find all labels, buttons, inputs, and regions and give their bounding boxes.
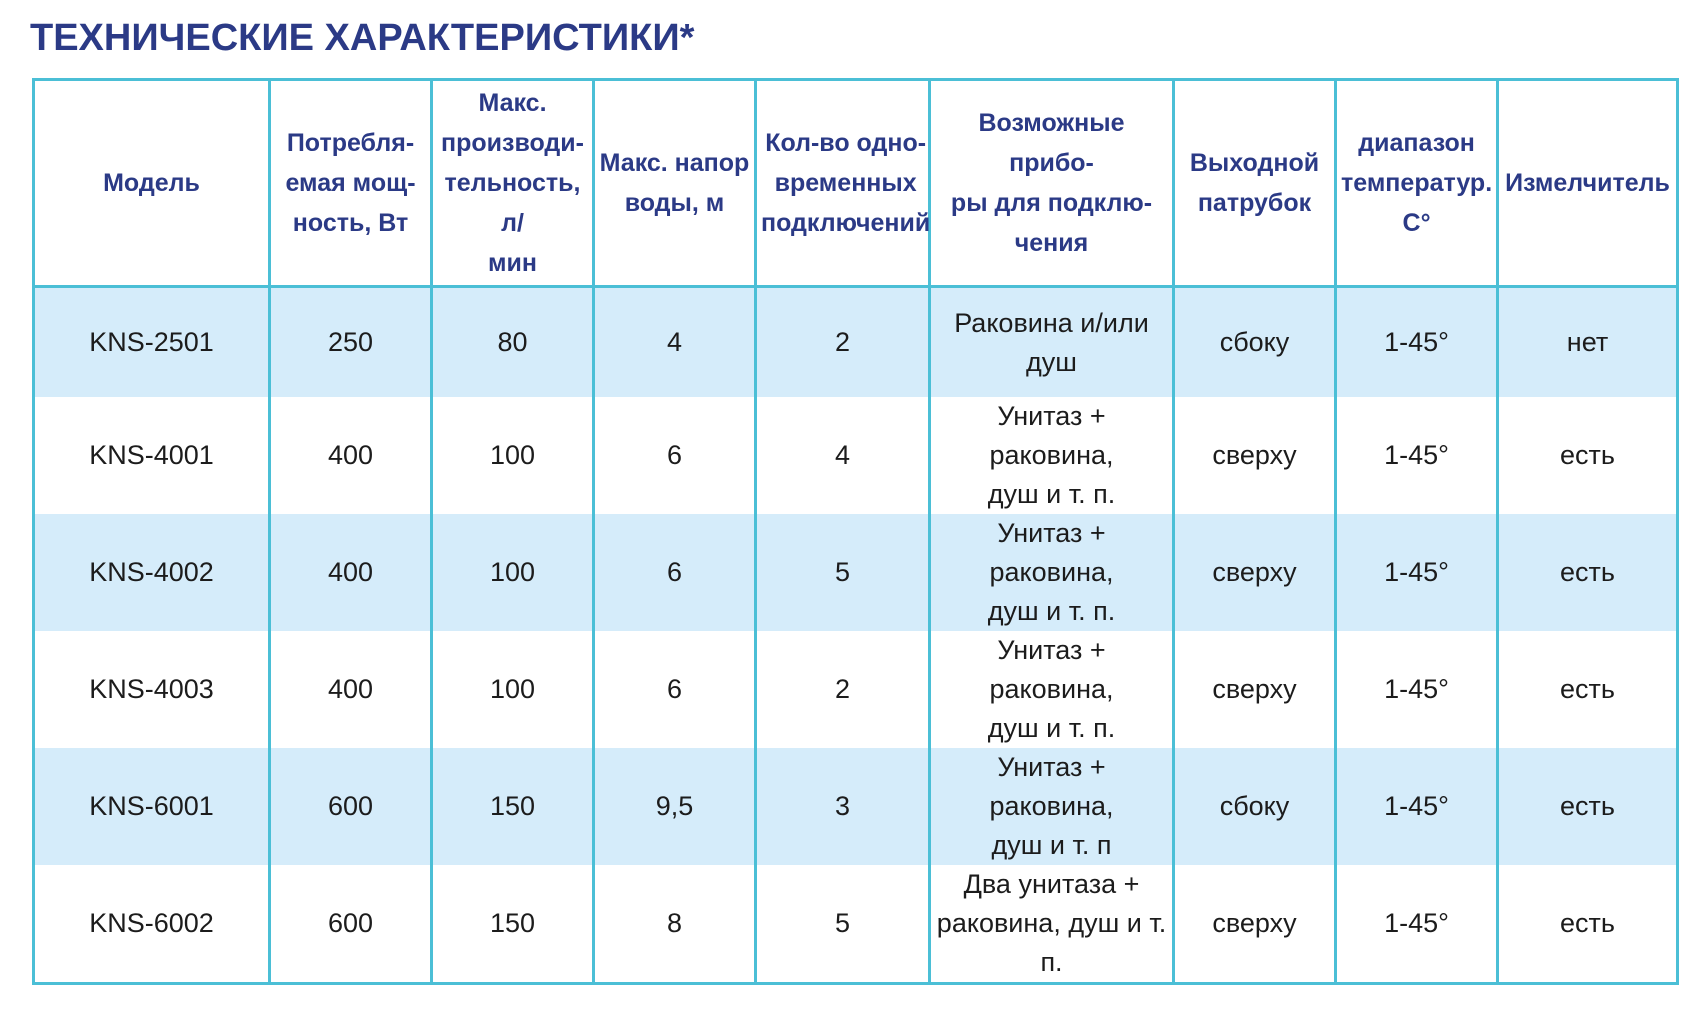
cell-capacity: 150	[432, 865, 594, 984]
cell-model: KNS-6002	[34, 865, 270, 984]
cell-power: 400	[270, 514, 432, 631]
cell-temperature: 1-45°	[1336, 514, 1498, 631]
cell-devices: Два унитаза + раковина, душ и т. п.	[930, 865, 1174, 984]
cell-model: KNS-2501	[34, 287, 270, 398]
col-header-outlet	[1174, 80, 1336, 287]
col-header-head	[594, 80, 756, 287]
cell-connections: 4	[756, 397, 930, 514]
specs-table	[32, 78, 1679, 985]
header-lines: Модель	[103, 169, 200, 197]
cell-devices: Унитаз + раковина, душ и т. п	[930, 748, 1174, 865]
col-header-connections	[756, 80, 930, 287]
header-lines: Выходной патрубок	[1189, 149, 1320, 217]
cell-outlet: сверху	[1174, 397, 1336, 514]
cell-power: 600	[270, 748, 432, 865]
cell-power: 600	[270, 865, 432, 984]
cell-outlet: сбоку	[1174, 287, 1336, 398]
cell-power: 400	[270, 631, 432, 748]
cell-capacity: 80	[432, 287, 594, 398]
cell-power: 400	[270, 397, 432, 514]
table-row	[34, 865, 1678, 984]
cell-connections: 2	[756, 287, 930, 398]
cell-grinder: нет	[1498, 287, 1678, 398]
col-header-devices	[930, 80, 1174, 287]
cell-head: 9,5	[594, 748, 756, 865]
header-lines: Потребля- емая мощ- ность, Вт	[285, 129, 416, 237]
cell-temperature: 1-45°	[1336, 397, 1498, 514]
col-header-capacity	[432, 80, 594, 287]
table-row	[34, 631, 1678, 748]
cell-head: 6	[594, 514, 756, 631]
col-header-grinder	[1498, 80, 1678, 287]
cell-model: KNS-4002	[34, 514, 270, 631]
cell-devices: Унитаз + раковина, душ и т. п.	[930, 514, 1174, 631]
cell-head: 4	[594, 287, 756, 398]
page-title: ТЕХНИЧЕСКИЕ ХАРАКТЕРИСТИКИ*	[30, 17, 695, 59]
col-header-power	[270, 80, 432, 287]
cell-power: 250	[270, 287, 432, 398]
col-header-temperature	[1336, 80, 1498, 287]
cell-temperature: 1-45°	[1336, 287, 1498, 398]
cell-connections: 2	[756, 631, 930, 748]
cell-outlet: сверху	[1174, 514, 1336, 631]
cell-devices: Раковина и/или душ	[930, 287, 1174, 398]
cell-head: 6	[594, 631, 756, 748]
cell-capacity: 150	[432, 748, 594, 865]
cell-model: KNS-6001	[34, 748, 270, 865]
cell-outlet: сверху	[1174, 865, 1336, 984]
header-lines: диапазон температур. С°	[1341, 129, 1493, 237]
table-row	[34, 514, 1678, 631]
table-body	[34, 287, 1678, 984]
header-lines: Возможные прибо- ры для подклю- чения	[950, 109, 1153, 257]
cell-grinder: есть	[1498, 631, 1678, 748]
cell-head: 6	[594, 397, 756, 514]
cell-devices: Унитаз + раковина, душ и т. п.	[930, 397, 1174, 514]
col-header-model	[34, 80, 270, 287]
cell-connections: 3	[756, 748, 930, 865]
cell-grinder: есть	[1498, 748, 1678, 865]
cell-devices: Унитаз + раковина, душ и т. п.	[930, 631, 1174, 748]
cell-connections: 5	[756, 865, 930, 984]
cell-capacity: 100	[432, 631, 594, 748]
cell-head: 8	[594, 865, 756, 984]
cell-outlet: сверху	[1174, 631, 1336, 748]
cell-model: KNS-4001	[34, 397, 270, 514]
table-row	[34, 748, 1678, 865]
cell-connections: 5	[756, 514, 930, 631]
header-lines: Макс. напор воды, м	[599, 149, 750, 217]
cell-capacity: 100	[432, 397, 594, 514]
header-row	[34, 80, 1678, 287]
cell-temperature: 1-45°	[1336, 865, 1498, 984]
cell-capacity: 100	[432, 514, 594, 631]
cell-outlet: сбоку	[1174, 748, 1336, 865]
cell-temperature: 1-45°	[1336, 748, 1498, 865]
cell-grinder: есть	[1498, 865, 1678, 984]
cell-grinder: есть	[1498, 397, 1678, 514]
header-lines: Кол-во одно- временных подключений	[761, 129, 931, 237]
header-lines: Измелчитель	[1505, 169, 1670, 197]
cell-temperature: 1-45°	[1336, 631, 1498, 748]
table-row	[34, 397, 1678, 514]
header-lines: Макс. производи- тельность, л/ мин	[441, 89, 584, 277]
table-row	[34, 287, 1678, 398]
cell-model: KNS-4003	[34, 631, 270, 748]
cell-grinder: есть	[1498, 514, 1678, 631]
